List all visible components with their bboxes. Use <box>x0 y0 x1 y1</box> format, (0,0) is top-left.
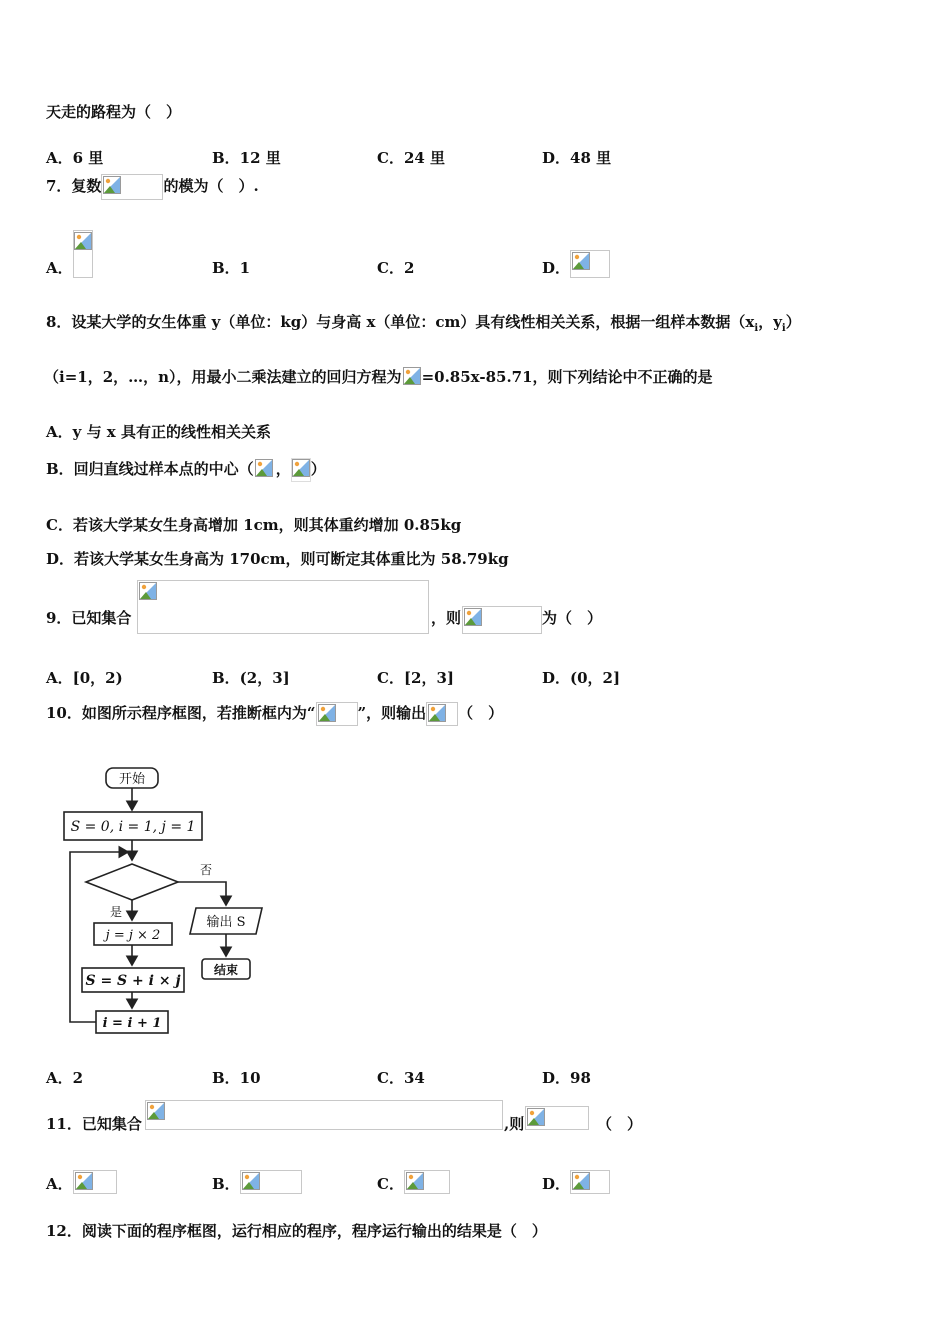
broken-image-icon <box>75 1172 93 1190</box>
q10-option-d[interactable]: D．98 <box>542 1069 591 1087</box>
q11-mid: ,则 <box>504 1115 525 1133</box>
q7-option-a-label: A． <box>46 259 73 277</box>
broken-image-icon <box>403 367 421 385</box>
flowchart-no-label: 否 <box>200 863 213 877</box>
q11-option-c-image <box>404 1170 450 1194</box>
q7-pre: 7．复数 <box>46 177 102 195</box>
q10-stem <box>46 700 503 726</box>
q11-option-c-label: C． <box>377 1175 404 1193</box>
q7-formula-image <box>101 174 163 200</box>
q8-stem-line1 <box>46 312 801 339</box>
q9-expr-image <box>462 606 542 634</box>
flowchart-decision <box>86 864 178 900</box>
q11-option-b-image <box>240 1170 302 1194</box>
q7-option-b[interactable]: B．1 <box>212 259 251 277</box>
flowchart-svg <box>44 760 274 1052</box>
q10-output-image <box>426 702 458 726</box>
broken-image-icon <box>406 1172 424 1190</box>
q9-mid: ，则 <box>431 609 462 627</box>
q8-option-a[interactable]: A．y 与 x 具有正的线性相关关系 <box>46 423 271 441</box>
q11-option-b[interactable] <box>212 1170 302 1194</box>
flowchart-end-label: 结束 <box>213 963 239 977</box>
broken-image-icon <box>147 1102 165 1120</box>
q6-option-b[interactable]: B．12 里 <box>212 149 281 167</box>
broken-image-icon <box>103 176 121 194</box>
q9-pre: 9．已知集合 <box>46 609 132 627</box>
q8-option-b[interactable] <box>46 456 326 482</box>
q11-expr-image <box>525 1106 589 1130</box>
q11-option-d[interactable] <box>542 1170 610 1194</box>
q10-option-c[interactable]: C．34 <box>377 1069 425 1087</box>
q11-set-image <box>145 1100 503 1130</box>
q8-b-post: ） <box>310 460 326 478</box>
broken-image-icon <box>255 459 273 477</box>
broken-image-icon <box>572 1172 590 1190</box>
q7-option-a[interactable] <box>46 230 93 278</box>
q11-option-d-image <box>570 1170 610 1194</box>
q8-b-pre: B．回归直线过样本点的中心（ <box>46 460 254 478</box>
q8-line2-post: =0.85x-85.71，则下列结论中不正确的是 <box>421 368 713 386</box>
q11-option-c[interactable] <box>377 1170 450 1194</box>
q11-option-a-image <box>73 1170 117 1194</box>
q10-post: （ ） <box>458 704 504 722</box>
q8-option-d[interactable]: D．若该大学某女生身高为 170cm，则可断定其体重比为 58.79kg <box>46 550 509 568</box>
q8-close: ） <box>785 313 801 331</box>
q9-option-c[interactable]: C．[2，3] <box>377 669 455 687</box>
broken-image-icon <box>428 704 446 722</box>
q11-option-a[interactable] <box>46 1170 117 1194</box>
q9-option-b[interactable]: B．(2，3] <box>212 669 290 687</box>
flowchart <box>44 760 274 1052</box>
broken-image-icon <box>572 252 590 270</box>
broken-image-icon <box>242 1172 260 1190</box>
q8-line2-pre: （i=1，2，…，n），用最小二乘法建立的回归方程为 <box>44 368 402 386</box>
q7-options <box>46 228 926 278</box>
flowchart-step1-label: j = j × 2 <box>105 928 161 943</box>
q7-option-a-image <box>73 230 93 278</box>
q6-option-d[interactable]: D．48 里 <box>542 149 612 167</box>
q9-option-d[interactable]: D．(0，2] <box>542 669 621 687</box>
broken-image-icon <box>74 232 92 250</box>
q7-post: 的模为（ ）. <box>163 177 259 195</box>
q8-stem-line2 <box>44 364 713 390</box>
q10-condition-image <box>316 702 358 726</box>
q9-set-image <box>137 580 429 634</box>
q11-option-b-label: B． <box>212 1175 240 1193</box>
q8-sub-x: i <box>754 323 759 334</box>
q8-b-ybar-image <box>291 458 311 482</box>
q8-comma-y: ，y <box>758 313 782 331</box>
broken-image-icon <box>292 459 310 477</box>
q7-option-d[interactable] <box>542 250 610 278</box>
q8-line1-text: 8．设某大学的女生体重 y（单位：kg）与身高 x（单位：cm）具有线性相关关系，根据一组样本数据（x <box>46 313 755 331</box>
q10-option-a[interactable]: A．2 <box>46 1069 84 1087</box>
q12-stem: 12．阅读下面的程序框图，运行相应的程序，程序运行输出的结果是（ ） <box>46 1222 547 1240</box>
flowchart-output-label: 输出 S <box>206 915 246 930</box>
flowchart-yes-label: 是 <box>110 905 123 919</box>
flowchart-start-label: 开始 <box>118 772 146 787</box>
q10-pre: 10．如图所示程序框图，若推断框内为“ <box>46 704 316 722</box>
broken-image-icon <box>527 1108 545 1126</box>
q6-option-a[interactable]: A．6 里 <box>46 149 104 167</box>
q7-option-d-image <box>570 250 610 278</box>
q8-yhat-image <box>402 366 422 390</box>
q10-mid: ”，则输出 <box>357 704 427 722</box>
q6-option-c[interactable]: C．24 里 <box>377 149 446 167</box>
broken-image-icon <box>139 582 157 600</box>
flowchart-init-label: S = 0, i = 1, j = 1 <box>70 819 196 835</box>
q11-post: （ ） <box>597 1115 643 1133</box>
flowchart-step3-label: i = i + 1 <box>102 1016 162 1031</box>
q8-b-xbar-image <box>254 458 276 482</box>
q10-options <box>46 1038 926 1088</box>
q7-option-d-label: D． <box>542 259 571 277</box>
q9-options <box>46 638 926 688</box>
broken-image-icon <box>318 704 336 722</box>
q6-tail: 天走的路程为（ ） <box>46 103 182 121</box>
broken-image-icon <box>464 608 482 626</box>
q11-option-a-label: A． <box>46 1175 73 1193</box>
q7-stem <box>46 172 259 200</box>
q6-options <box>46 118 926 168</box>
q8-option-c[interactable]: C．若该大学某女生身高增加 1cm，则其体重约增加 0.85kg <box>46 516 462 534</box>
flowchart-step2-label: S = S + i × j <box>85 973 181 989</box>
q9-option-a[interactable]: A．[0，2) <box>46 669 123 687</box>
q7-option-c[interactable]: C．2 <box>377 259 415 277</box>
q11-pre: 11．已知集合 <box>46 1115 142 1133</box>
q8-sub-y: i <box>781 323 786 334</box>
q8-b-mid: ， <box>275 460 291 478</box>
q10-option-b[interactable]: B．10 <box>212 1069 261 1087</box>
q11-option-d-label: D． <box>542 1175 571 1193</box>
q11-options <box>46 1144 926 1194</box>
q9-post: 为（ ） <box>542 609 603 627</box>
